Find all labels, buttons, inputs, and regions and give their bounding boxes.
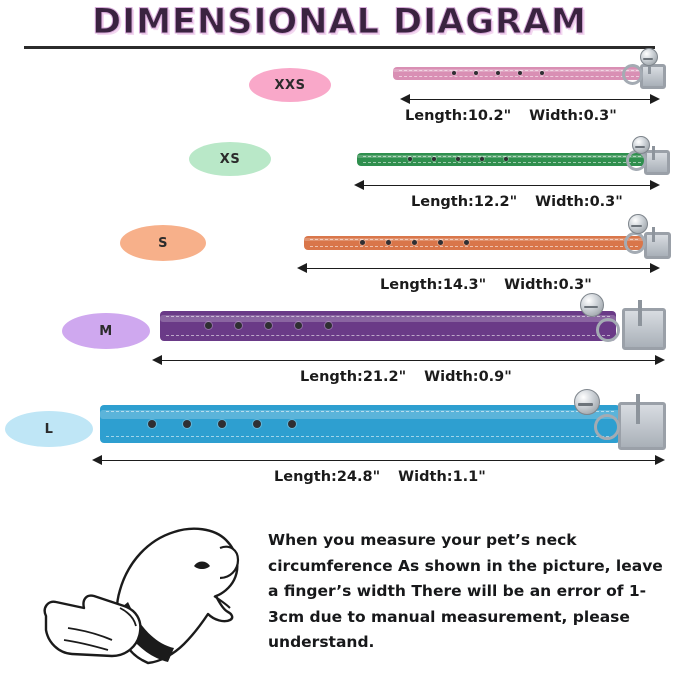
strap-hole	[265, 322, 272, 329]
length-value-xxs: Length:10.2"	[405, 108, 512, 124]
size-badge-label: S	[158, 235, 168, 251]
strap-hole	[474, 71, 478, 75]
buckle-prong	[636, 394, 640, 424]
dimension-line-xs	[360, 185, 655, 186]
size-badge-label: XXS	[274, 77, 306, 93]
dimension-label-xxs	[405, 108, 617, 124]
measurement-note: When you measure your pet’s neck circumference As shown in the picture, leave a finger’s width There will be an error of 1-3cm due to manual measurement, please understand.	[268, 531, 663, 652]
strap-hole	[518, 71, 522, 75]
dimension-label-s	[380, 277, 592, 293]
buckle-s	[644, 232, 671, 259]
buckle-m	[622, 308, 666, 350]
dimension-arrow-right	[650, 94, 660, 104]
strap-hole	[360, 240, 365, 245]
dimension-arrow-left	[297, 263, 307, 273]
d-ring-s	[624, 232, 646, 254]
strap-hole	[235, 322, 242, 329]
strap-hole	[288, 420, 296, 428]
buckle-xs	[644, 150, 670, 175]
size-badge-xxs	[249, 68, 331, 102]
dimension-line-s	[303, 268, 655, 269]
size-badge-label: M	[99, 323, 113, 339]
dimension-label-l	[274, 469, 486, 485]
strap-hole	[412, 240, 417, 245]
dimension-label-xs	[411, 194, 623, 210]
strap-stitch-top	[363, 156, 641, 157]
dimension-line-m	[158, 360, 660, 361]
strap-stitch-bottom	[106, 436, 614, 437]
width-value-l: Width:1.1"	[398, 469, 486, 485]
dimension-arrow-left	[152, 355, 162, 365]
collar-strap-m	[160, 311, 616, 341]
strap-hole	[325, 322, 332, 329]
length-value-m: Length:21.2"	[300, 369, 407, 385]
length-value-xs: Length:12.2"	[411, 194, 518, 210]
length-value-s: Length:14.3"	[380, 277, 487, 293]
dimension-arrow-right	[655, 355, 665, 365]
strap-stitch-top	[166, 316, 610, 317]
bell-l	[574, 389, 600, 415]
bell-xs	[632, 136, 650, 154]
strap-hole	[456, 157, 460, 161]
strap-stitch-top	[106, 411, 614, 412]
d-ring-m	[596, 318, 620, 342]
size-badge-xs	[189, 142, 271, 176]
dimension-arrow-left	[92, 455, 102, 465]
buckle-prong	[652, 227, 655, 242]
bell-s	[628, 214, 648, 234]
width-value-m: Width:0.9"	[424, 369, 512, 385]
size-badge-l	[5, 411, 93, 447]
strap-hole	[408, 157, 412, 161]
strap-hole	[183, 420, 191, 428]
dimension-arrow-right	[650, 180, 660, 190]
bell-slot	[584, 306, 598, 308]
buckle-xxs	[640, 64, 666, 89]
collar-strap-s	[304, 236, 644, 250]
size-badge-label: XS	[219, 151, 241, 167]
strap-stitch-bottom	[363, 162, 641, 163]
measurement-illustration	[24, 508, 264, 668]
strap-stitch-bottom	[166, 335, 610, 336]
dimension-arrow-left	[354, 180, 364, 190]
strap-hole	[432, 157, 436, 161]
dimension-arrow-right	[650, 263, 660, 273]
size-badge-m	[62, 313, 150, 349]
d-ring-l	[594, 414, 620, 440]
strap-hole	[540, 71, 544, 75]
size-badge-s	[120, 225, 206, 261]
strap-hole	[438, 240, 443, 245]
length-value-l: Length:24.8"	[274, 469, 381, 485]
dog-and-hand-drawing	[24, 508, 264, 668]
collar-strap-l	[100, 405, 620, 443]
strap-hole	[148, 420, 156, 428]
strap-hole	[218, 420, 226, 428]
dimension-label-m	[300, 369, 512, 385]
strap-hole	[480, 157, 484, 161]
strap-hole	[464, 240, 469, 245]
buckle-prong	[638, 300, 642, 326]
strap-stitch-bottom	[399, 76, 639, 77]
strap-hole	[504, 157, 508, 161]
dimension-arrow-right	[655, 455, 665, 465]
strap-stitch-top	[310, 239, 638, 240]
page-title: DIMENSIONAL DIAGRAM	[92, 2, 587, 42]
strap-hole	[452, 71, 456, 75]
width-value-s: Width:0.3"	[504, 277, 592, 293]
strap-hole	[386, 240, 391, 245]
d-ring-xxs	[622, 64, 643, 85]
bell-m	[580, 293, 604, 317]
dimension-line-xxs	[405, 99, 656, 100]
bell-xxs	[640, 48, 658, 66]
title-divider	[24, 46, 655, 49]
buckle-prong	[652, 146, 655, 160]
size-badge-label: L	[44, 421, 54, 437]
strap-hole	[295, 322, 302, 329]
dimension-line-l	[98, 460, 660, 461]
bell-slot	[643, 58, 653, 60]
strap-hole	[496, 71, 500, 75]
strap-hole	[253, 420, 261, 428]
strap-stitch-bottom	[310, 246, 638, 247]
bell-slot	[578, 403, 593, 406]
buckle-l	[618, 402, 666, 450]
dimension-arrow-left	[400, 94, 410, 104]
bell-slot	[635, 146, 645, 148]
collar-strap-xs	[357, 153, 647, 166]
width-value-xs: Width:0.3"	[535, 194, 623, 210]
strap-hole	[205, 322, 212, 329]
width-value-xxs: Width:0.3"	[529, 108, 617, 124]
bell-slot	[631, 225, 642, 227]
